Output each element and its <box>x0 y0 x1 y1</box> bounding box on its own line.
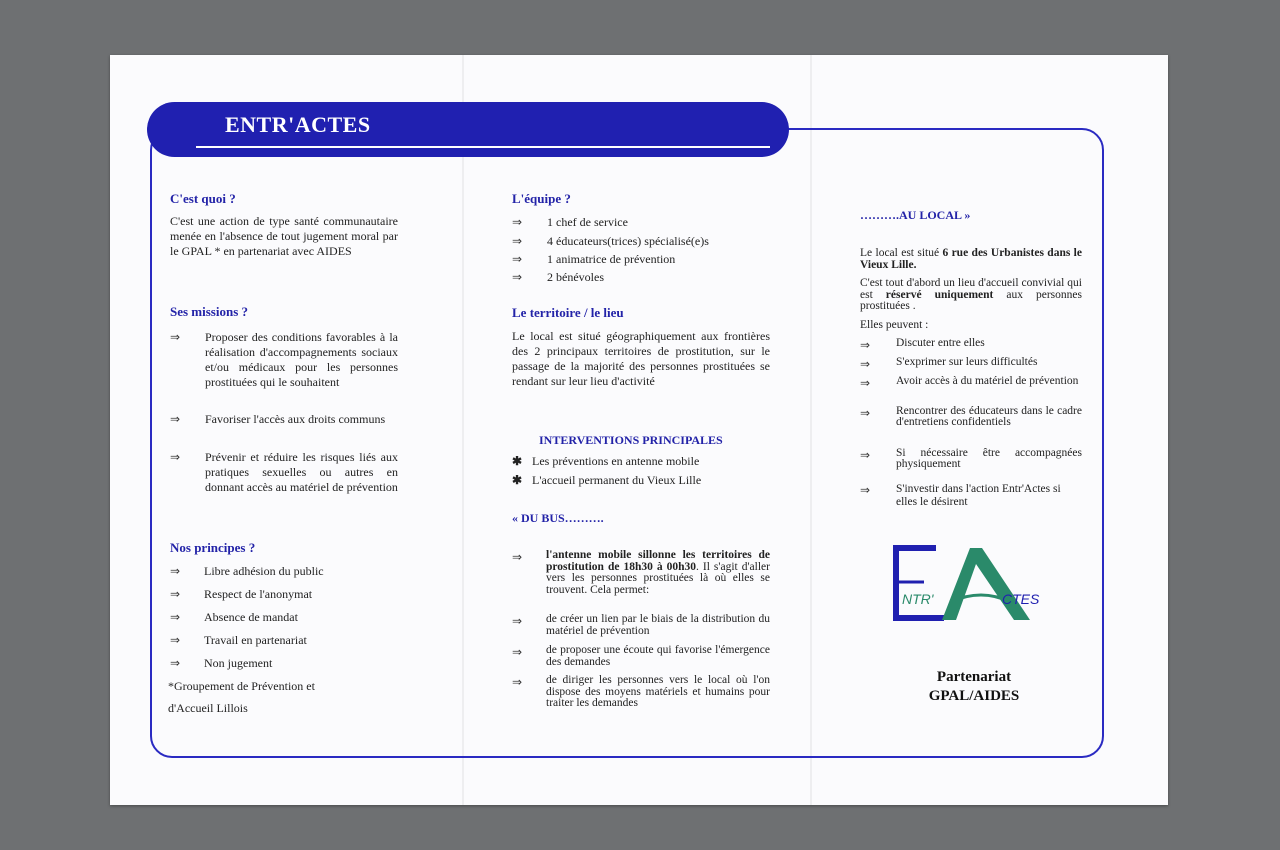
arrow-icon: ⇒ <box>170 330 181 344</box>
local-intro <box>860 278 1082 313</box>
arrow-icon: ⇒ <box>512 270 523 284</box>
local-intro-pre: C'est tout d'abord un lieu d'accueil convivial qui est <box>860 277 1082 301</box>
principles-heading: Nos principes ? <box>170 540 256 555</box>
bus-item-1 <box>546 550 770 596</box>
team-item: 1 chef de service <box>547 215 628 229</box>
bus-item: de diriger les personnes vers le local où l'on dispose des moyens matériels et humains pour traiter les demandes <box>546 674 770 709</box>
team-item: 1 animatrice de prévention <box>547 252 676 266</box>
mission-item: Proposer des conditions favorables à la réalisation d'accompagnements sociaux et/ou médicaux pour les personnes prostituées qui le souhaitent <box>205 330 398 389</box>
arrow-icon: ⇒ <box>512 234 523 248</box>
arrow-icon: ⇒ <box>860 406 871 420</box>
arrow-icon: ⇒ <box>512 252 523 266</box>
principle-item: Non jugement <box>204 656 273 670</box>
bus-item: de créer un lien par le biais de la distribution du matériel de prévention <box>546 613 770 637</box>
local-item: Si nécessaire être accompagnées physiquement <box>896 447 1082 470</box>
intervention-item: Les préventions en antenne mobile <box>532 454 700 468</box>
footnote-line-2: d'Accueil Lillois <box>168 701 248 715</box>
principle-item: Travail en partenariat <box>204 633 307 647</box>
local-address-bold: 6 rue des Urbanistes dans le Vieux Lille <box>860 247 1082 271</box>
arrow-icon: ⇒ <box>512 675 523 689</box>
logo-a-shape <box>942 548 1030 620</box>
bus-item-1-bold: l'antenne mobile sillonne les territoires de prostitution de 18h30 à 00h30 <box>546 549 770 573</box>
what-text: C'est une action de type santé communautaire menée en l'absence de tout jugement moral par le GPAL * en partenariat avec AIDES <box>170 214 398 258</box>
team-heading: L'équipe ? <box>512 191 571 206</box>
asterisk-bullet-icon: ✱ <box>512 473 523 487</box>
local-item: S'exprimer sur leurs difficultés <box>896 356 1038 368</box>
banner-underline <box>196 146 770 148</box>
territory-heading: Le territoire / le lieu <box>512 305 624 320</box>
arrow-icon: ⇒ <box>860 357 871 371</box>
local-item: Discuter entre elles <box>896 337 985 349</box>
mission-item: Favoriser l'accès aux droits communs <box>205 412 386 426</box>
local-item: Rencontrer des éducateurs dans le cadre d'entretiens confidentiels <box>896 405 1082 428</box>
mission-item: Prévenir et réduire les risques liés aux pratiques sexuelles ou autres en donnant accès au matériel de prévention <box>205 450 398 494</box>
arrow-icon: ⇒ <box>512 215 523 229</box>
entractes-logo <box>890 542 1050 624</box>
partnership-label: Partenariat <box>936 669 1012 685</box>
arrow-icon: ⇒ <box>860 376 871 390</box>
intervention-item: L'accueil permanent du Vieux Lille <box>532 473 702 487</box>
arrow-icon: ⇒ <box>170 564 181 578</box>
local-address-pre: Le local est situé <box>860 247 943 259</box>
arrow-icon: ⇒ <box>170 412 181 426</box>
arrow-icon: ⇒ <box>860 338 871 352</box>
local-intro-bold: réservé uniquement <box>885 288 994 301</box>
arrow-icon: ⇒ <box>170 656 181 670</box>
local-can: Elles peuvent : <box>860 319 929 331</box>
arrow-icon: ⇒ <box>512 614 523 628</box>
arrow-icon: ⇒ <box>170 587 181 601</box>
arrow-icon: ⇒ <box>512 550 523 564</box>
principle-item: Absence de mandat <box>204 610 298 624</box>
arrow-icon: ⇒ <box>170 633 181 647</box>
arrow-icon: ⇒ <box>860 483 871 497</box>
local-item: S'investir dans l'action Entr'Actes si elles le désirent <box>896 483 1061 508</box>
missions-heading: Ses missions ? <box>170 304 249 319</box>
team-item: 2 bénévoles <box>547 270 604 284</box>
logo-ntr-text: NTR' <box>902 591 934 607</box>
local-item: Avoir accès à du matériel de prévention <box>896 375 1079 387</box>
bus-item-1-rest: . Il s'agit d'aller vers les personnes prostituées là où elles se trouvent. Cela permet: <box>546 560 770 596</box>
bus-item: de proposer une écoute qui favorise l'émergence des demandes <box>546 644 770 668</box>
partnership-block <box>896 668 1052 706</box>
principle-item: Respect de l'anonymat <box>204 587 313 601</box>
local-intro-post: aux personnes prostituées . <box>860 288 1082 312</box>
local-heading: ……….AU LOCAL » <box>860 208 971 222</box>
arrow-icon: ⇒ <box>170 610 181 624</box>
territory-text: Le local est situé géographiquement aux frontières des 2 principaux territoires de prostitution, sur le passage de la majorité des personnes prostituées se rendant sur leur lieu d'activité <box>512 329 770 388</box>
footnote-line-1: *Groupement de Prévention et <box>168 679 315 693</box>
asterisk-bullet-icon: ✱ <box>512 454 523 468</box>
partnership-names: GPAL/AIDES <box>928 688 1020 704</box>
arrow-icon: ⇒ <box>860 448 871 462</box>
principle-item: Libre adhésion du public <box>204 564 324 578</box>
what-heading: C'est quoi ? <box>170 191 236 206</box>
interventions-heading: INTERVENTIONS PRINCIPALES <box>539 433 723 447</box>
brochure-title: ENTR'ACTES <box>225 112 371 137</box>
arrow-icon: ⇒ <box>512 645 523 659</box>
team-item: 4 éducateurs(trices) spécialisé(e)s <box>547 234 709 248</box>
arrow-icon: ⇒ <box>170 450 181 464</box>
local-address <box>860 248 1082 271</box>
local-address-post: . <box>913 258 917 271</box>
bus-heading: « DU BUS………. <box>512 511 604 525</box>
logo-ctes-text: CTES <box>1002 591 1040 607</box>
